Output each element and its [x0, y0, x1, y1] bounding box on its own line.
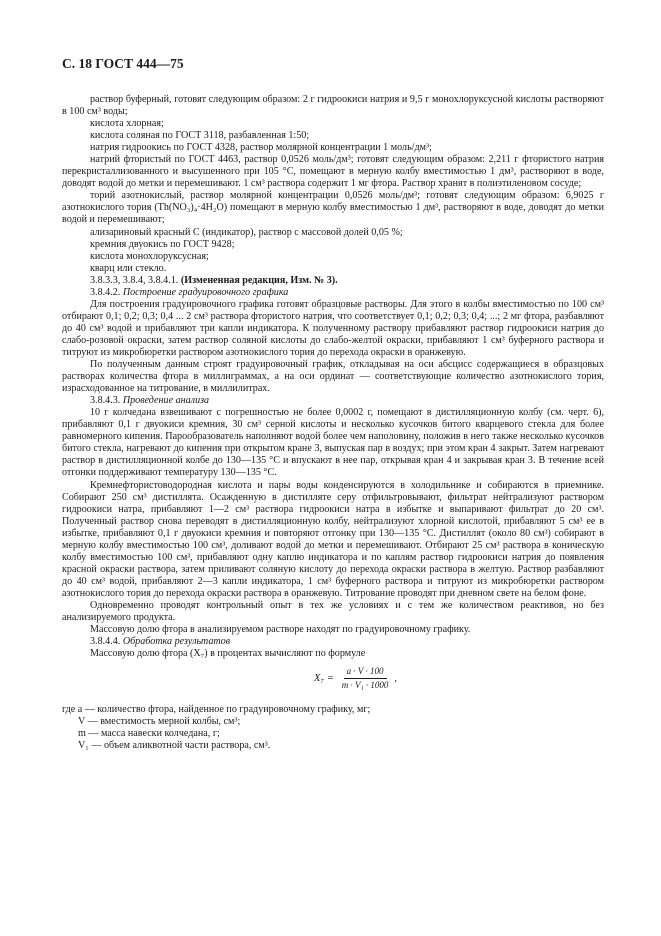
section-number: 3.8.4.2. [90, 286, 121, 298]
paragraph-sodium-fluoride: натрий фтористый по ГОСТ 4463, раствор 0,0526 моль/дм³; готовят следующим образом: 2,211 г фтористого натрия перекристаллизованного и высушенного при 105 °С, помещают в мерную колбу вместимостью 1 дм³, растворяют в воде, доводят водой до метки и перемешивают. 1 см³ раствора содержит 1 мг фтора. Раствор хранят в полиэтиленовом сосуде; [62, 154, 604, 190]
amendment-line [62, 275, 604, 287]
paragraph-buffer: раствор буферный, готовят следующим образом: 2 г гидроокиси натрия и 9,5 г монохлоруксусной кислоты растворяют в 100 см³ воды; [62, 94, 604, 118]
paragraph-thorium-nitrate: торий азотнокислый, раствор молярной концентрации 0,0526 моль/дм³; готовят следующим образом: 6,9025 г азотнокислого тория (Th(NO₃)₄·4H₂O) помещают в мерную колбу вместимостью 1 дм³, растворяют в воде, доводят до метки водой и перемешивают; [62, 190, 604, 226]
paragraph-hydrochloric: кислота соляная по ГОСТ 3118, разбавленная 1:50; [90, 130, 310, 142]
paragraph-calibration-1: Для построения градуировочного графика готовят образцовые растворы. Для этого в колбы вместимостью по 100 см³ отбирают 0,1; 0,2; 0,3; 0,4 ... 2 см³ раствора фтористого натрия, что соответствует 0,1; 0,2; 0,3; 0,4; ...; 2 мг фтора, разбавляют до 40 см³ водой и прибавляют три капли индикатора. К полученному раствору прибавляют раствор гидроокиси натрия до слабо-розовой окраски, затем раствор соляной кислоты до слабо-желтой окраски, прибавляют 1 см³ буферного раствора и титруют из микробюретки раствором азотнокислого тория до перехода окраски в оранжевую. [62, 298, 604, 358]
section-heading-3-8-4-3 [62, 395, 604, 407]
definition-m: m — масса навески колчедана, г; [78, 728, 220, 740]
definition-v1: V₁ — объем аликвотной части раствора, см³. [78, 740, 271, 752]
paragraph-calibration-2: По полученным данным строят градуировочный график, откладывая на оси абсцисс содержащиеся в образцовых растворах количества фтора в миллиграммах, а на оси ординат — соответствующие количество азотнокислого тория, израсходованное на титрование, в миллилитрах. [62, 359, 604, 395]
paragraph-analysis-2: Кремнефтористоводородная кислота и пары воды конденсируются в холодильнике и собираются в приемнике. Собирают 250 см³ дистиллята. Осажденную в дистилляте серу отфильтровывают, фильтрат нейтрализуют раствором гидроокиси натра, прибавляют 1—2 см³ раствора гидроокиси натра в избытке и выпаривают фильтрат до 20 см³. Полученный раствор снова переводят в дистилляционную колбу, нейтрализуют хлорной кислотой, прибавляют 5 см³ ее в избытке, прибавляют 0,1 г двуокиси кремния и повторяют отгонку при 130—135 °С. Дистиллят (около 80 см³) собирают в мерную колбу вместимостью 100 см³, доливают водой до метки и перемешивают. Отбирают 25 см³ раствора в коническую колбу вместимостью 100 см³, прибавляют одну каплю индикатора и по каплям раствор гидроокиси натрия до появления красной окраски раствора, затем приливают соляную кислоту до перехода окраски раствора в желтую. Раствор разбавляют до 40 см³ водой, прибавляют 2—3 капли индикатора, 1 см³ буферного раствора и титруют из микробюретки раствором азотнокислого тория до перехода окраски раствора в оранжевую. Титрование проводят при дневном свете на белом фоне. [62, 479, 604, 599]
formula-tail: , [394, 672, 398, 684]
paragraph-alizarin: ализариновый красный С (индикатор), раствор с массовой долей 0,05 %; [90, 226, 403, 238]
section-number: 3.8.4.4. [90, 636, 121, 648]
section-number: 3.8.4.3. [90, 395, 121, 407]
section-title: Проведение анализа [122, 395, 210, 407]
paragraph-results: Массовую долю фтора (X₇) в процентах вычисляют по формуле [90, 648, 366, 660]
definition-v: V — вместимость мерной колбы, см³; [78, 716, 241, 728]
paragraph-analysis-1: 10 г колчедана взвешивают с погрешностью не более 0,0002 г, помещают в дистилляционную колбу (см. черт. 6), прибавляют 0,1 г двуокиси кремния, 30 см³ серной кислоты и несколько кусочков битого кварцевого стекла для более равномерного кипения. Парообразователь наполняют водой более чем наполовину, положив в него также несколько кусочков битого стекла, нагревают до кипения при открытом кране 3, выпуская пар в воздух; при этом кран 4 закрыт. Затем нагревают раствор в дистилляционной колбе до 130—135 °С и впускают в нее пар, открывая кран 4 и закрывая кран 3. В течение всей отгонки поддерживают температуру 130—135 °С. [62, 407, 604, 479]
formula-numerator: a · V · 100 [344, 666, 387, 679]
section-title: Построение градуировочного графика [122, 286, 289, 298]
formula-block [62, 662, 604, 702]
formula-lhs: X₇ = [314, 672, 334, 684]
paragraph-quartz: кварц или стекло. [90, 262, 167, 274]
formula-fraction [339, 666, 392, 691]
paragraph-monochloroacetic: кислота монохлоруксусная; [90, 250, 209, 262]
variable-definitions [62, 704, 604, 752]
page-header: С. 18 ГОСТ 444—75 [62, 56, 184, 71]
formula-denominator: m · V₁ · 1000 [341, 680, 389, 691]
paragraph-analysis-3: Одновременно проводят контрольный опыт в тех же условиях и с тем же количеством реактивов, но без анализируемого продукта. [62, 599, 604, 624]
formula-x7 [314, 666, 397, 691]
paragraph-analysis-4: Массовую долю фтора в анализируемом растворе находят по градуировочному графику. [90, 624, 471, 636]
section-heading-3-8-4-2 [62, 287, 604, 299]
amendment-note: (Измененная редакция, Изм. № 3). [180, 274, 338, 286]
paragraph-silica: кремния двуокись по ГОСТ 9428; [90, 238, 235, 250]
definition-a: где a — количество фтора, найденное по градуировочному графику, мг; [62, 704, 371, 716]
document-body [62, 94, 604, 752]
section-heading-3-8-4-4 [62, 636, 604, 648]
section-title: Обработка результатов [122, 636, 231, 648]
paragraph-sodium-hydroxide: натрия гидроокись по ГОСТ 4328, раствор молярной концентрации 1 моль/дм³; [90, 142, 432, 154]
amendment-numbers: 3.8.3.3, 3.8.4, 3.8.4.1. [90, 274, 179, 286]
paragraph-perchloric: кислота хлорная; [90, 118, 164, 130]
